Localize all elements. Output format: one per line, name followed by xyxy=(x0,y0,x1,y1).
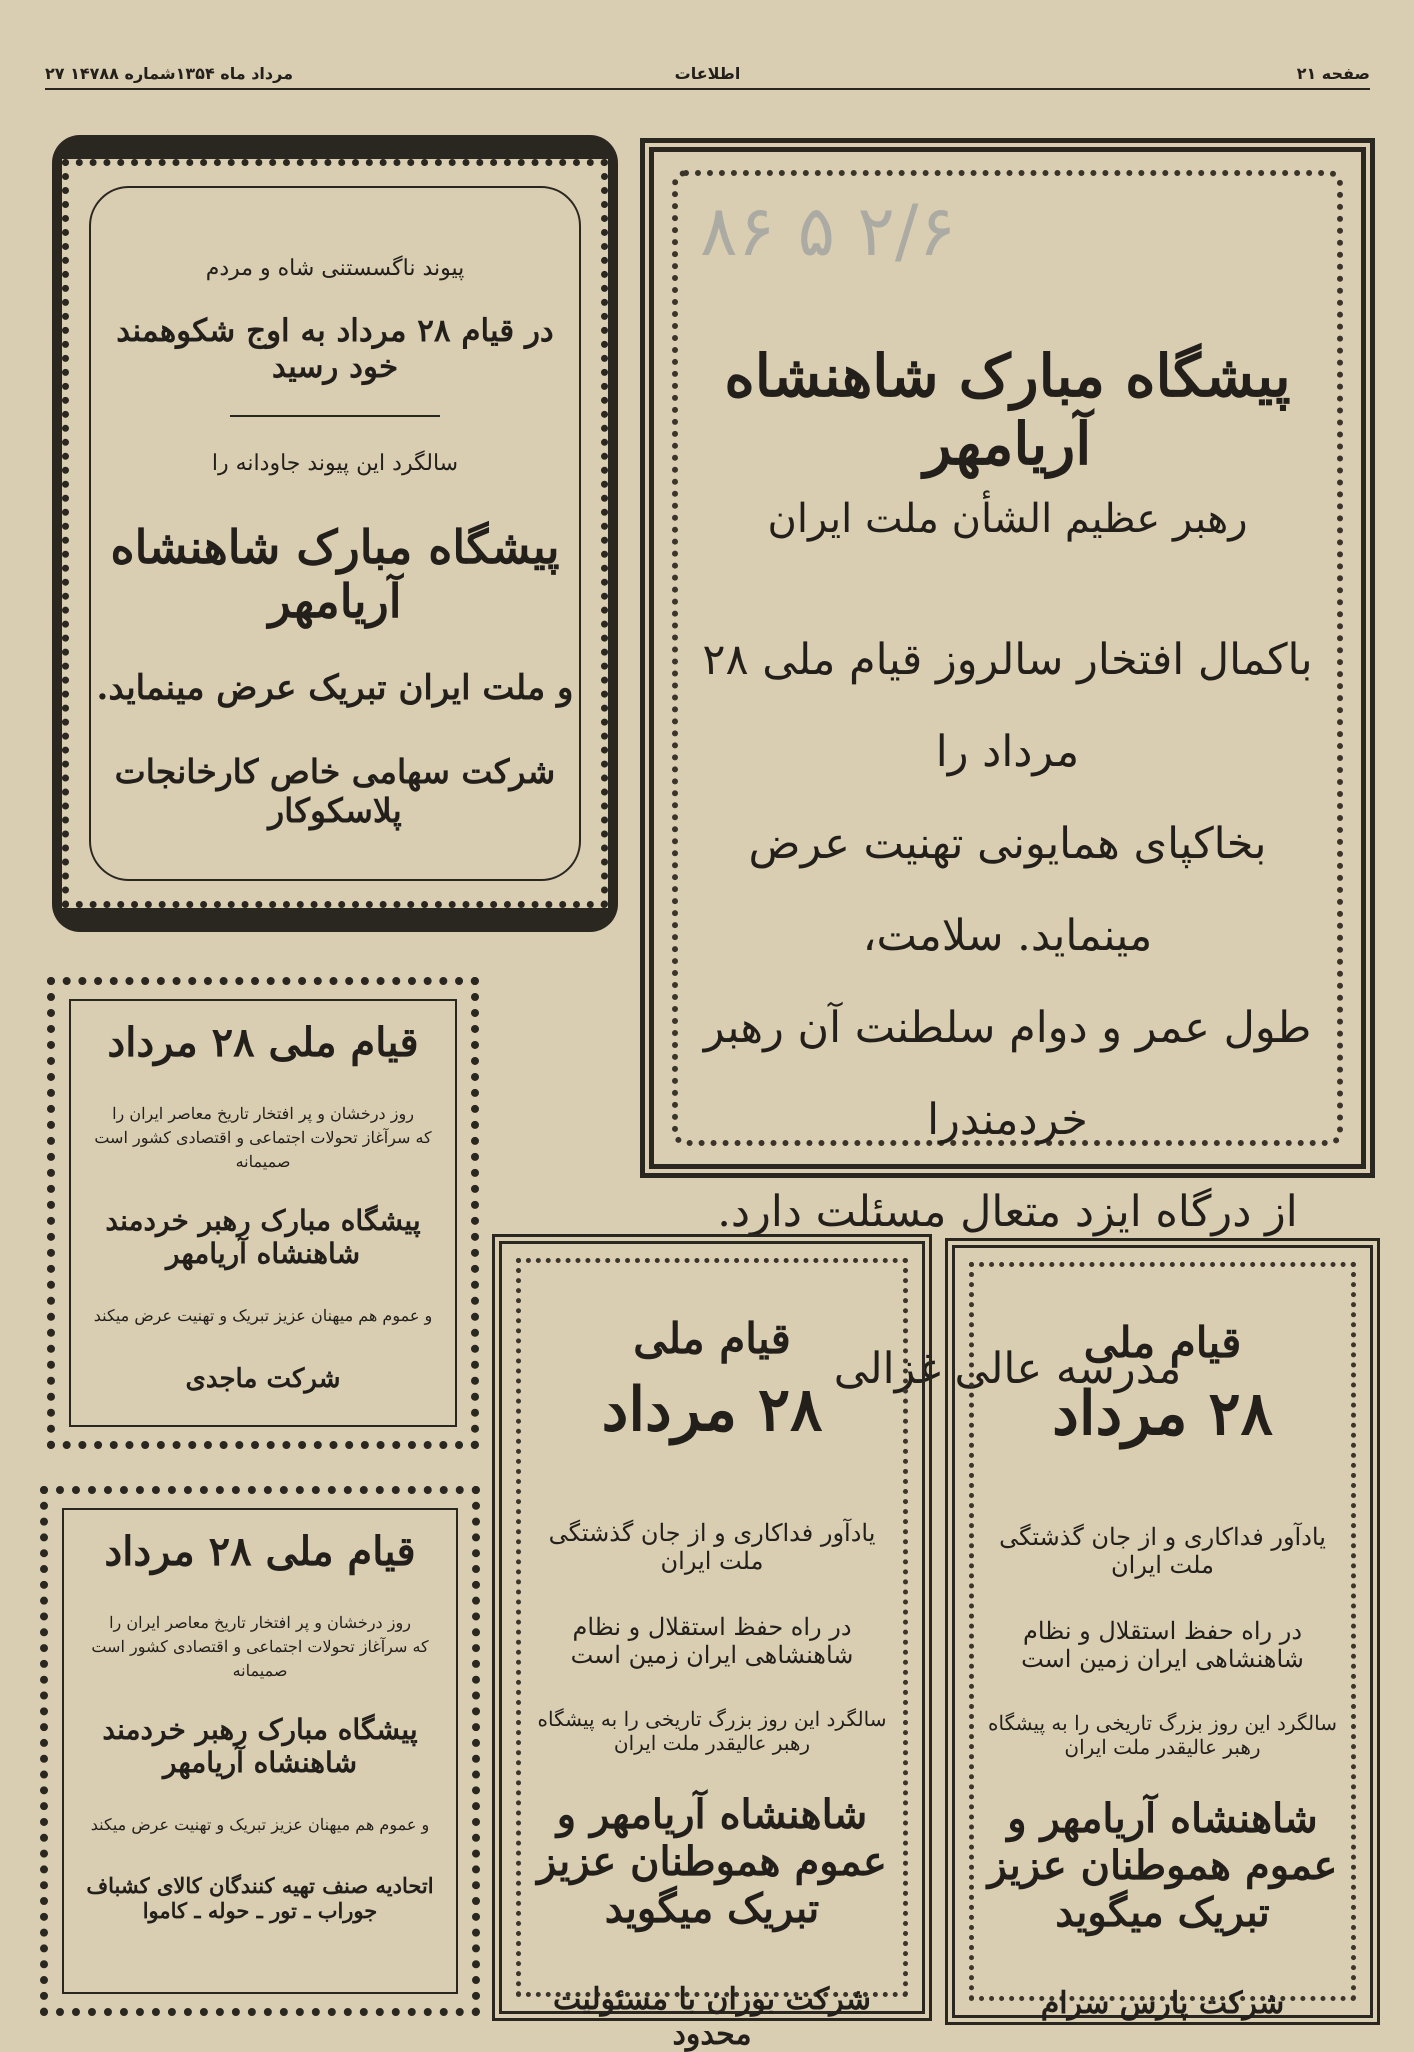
ad-title: قیام ملی ۲۸ مرداد xyxy=(107,1019,419,1066)
ad-main-line: شاهنشاه آریامهر و عموم هموطنان عزیز تبریک میگوید xyxy=(537,1791,887,1932)
ad-body-line: بخاکپای همایونی تهنیت عرض مینماید. سلامت، xyxy=(748,819,1267,961)
ad-line: یادآور فداکاری و از جان گذشتگی ملت ایران xyxy=(548,1519,876,1575)
ad-line: در قیام ۲۸ مرداد به اوج شکوهمند خود رسید xyxy=(116,313,554,385)
ad-majedi xyxy=(47,977,479,1449)
ad-main-line: پیشگاه مبارک رهبر خردمند شاهنشاه آریامهر xyxy=(102,1713,418,1779)
ad-line: و ملت ایران تبریک عرض مینماید. xyxy=(96,668,574,708)
ad-body-line: باکمال افتخار سالروز قیام ملی ۲۸ مرداد را xyxy=(702,635,1313,777)
divider xyxy=(230,415,440,417)
ad-subtitle: رهبر عظیم الشأن ملت ایران xyxy=(767,496,1248,542)
ad-title: قیام ملی ۲۸ مرداد xyxy=(104,1528,416,1575)
ad-sponsor: شرکت سهامی خاص کارخانجات پلاسکوکار xyxy=(114,752,556,830)
ad-main-line: پیشگاه مبارک رهبر خردمند شاهنشاه آریامهر xyxy=(105,1204,421,1270)
page-number: صفحه ۲۱ xyxy=(1296,64,1370,83)
ad-ghazali-school xyxy=(640,138,1375,1394)
ad-plasco xyxy=(52,135,618,932)
ad-line: روز درخشان و پر افتخار تاریخ معاصر ایران را xyxy=(112,1104,414,1123)
ad-line: در راه حفظ استقلال و نظام شاهنشاهی ایران زمین است xyxy=(1021,1617,1304,1673)
ad-sponsor: شرکت پارس سرام xyxy=(1040,1986,1285,2021)
ad-body xyxy=(699,614,1316,1258)
ad-date-title: ۲۸ مرداد xyxy=(1052,1379,1273,1449)
ad-line: در راه حفظ استقلال و نظام شاهنشاهی ایران زمین است xyxy=(570,1613,854,1669)
ad-title: قیام ملی xyxy=(1083,1318,1242,1367)
ad-sponsor: شرکت ماجدی xyxy=(185,1364,341,1394)
ad-body-line: طول عمر و دوام سلطنت آن رهبر خردمندرا xyxy=(703,1003,1312,1145)
ad-line: روز درخشان و پر افتخار تاریخ معاصر ایران را xyxy=(109,1613,411,1632)
ad-title: قیام ملی xyxy=(633,1314,791,1363)
ad-title: پیشگاه مبارک شاهنشاه آریامهر xyxy=(724,342,1291,478)
ad-bouran xyxy=(492,1234,932,2052)
ad-line: یادآور فداکاری و از جان گذشتگی ملت ایران xyxy=(999,1523,1326,1579)
ad-main-line: شاهنشاه آریامهر و عموم هموطنان عزیز تبریک میگوید xyxy=(987,1795,1338,1936)
ad-body-line: از درگاه ایزد متعال مسئلت دارد. xyxy=(717,1187,1298,1237)
newspaper-name: اطلاعات xyxy=(674,64,741,83)
page-header xyxy=(45,62,1370,90)
ad-line: که سرآغاز تحولات اجتماعی و اقتصادی کشور است صمیمانه xyxy=(91,1637,429,1680)
ad-pars-ceram xyxy=(945,1238,1380,2025)
ad-date-title: ۲۸ مرداد xyxy=(601,1375,823,1445)
ad-line: سالگرد این روز بزرگ تاریخی را به پیشگاه رهبر عالیقدر ملت ایران xyxy=(537,1707,887,1755)
ad-line: پیوند ناگسستنی شاه و مردم xyxy=(205,256,465,281)
ad-line: که سرآغاز تحولات اجتماعی و اقتصادی کشور است صمیمانه xyxy=(94,1128,432,1171)
ad-line: و عموم هم میهنان عزیز تبریک و تهنیت عرض میکند xyxy=(93,1306,433,1325)
ad-line: و عموم هم میهنان عزیز تبریک و تهنیت عرض میکند xyxy=(90,1815,430,1834)
ad-line: سالگرد این روز بزرگ تاریخی را به پیشگاه رهبر عالیقدر ملت ایران xyxy=(988,1711,1337,1759)
ad-sponsor: اتحادیه صنف تهیه کنندگان کالای کشباف جوراب ـ تور ـ حوله ـ کاموا xyxy=(86,1873,434,1923)
ad-sponsor: شرکت بوران با مسئولیت محدود xyxy=(553,1982,871,2052)
issue-date: ۲۷ مرداد ماه ۱۳۵۴شماره ۱۴۷۸۸ xyxy=(45,64,293,83)
ad-line: سالگرد این پیوند جاودانه را xyxy=(211,451,459,476)
ad-knitwear-union xyxy=(40,1486,480,2016)
ad-title: پیشگاه مبارک شاهنشاه آریامهر xyxy=(110,520,560,628)
ad-sponsor: مدرسه عالی غزالی xyxy=(833,1344,1182,1394)
bleed-through-text: ۸۶ ۵ ۲/۶ xyxy=(700,190,957,272)
ad-frame xyxy=(62,159,608,908)
